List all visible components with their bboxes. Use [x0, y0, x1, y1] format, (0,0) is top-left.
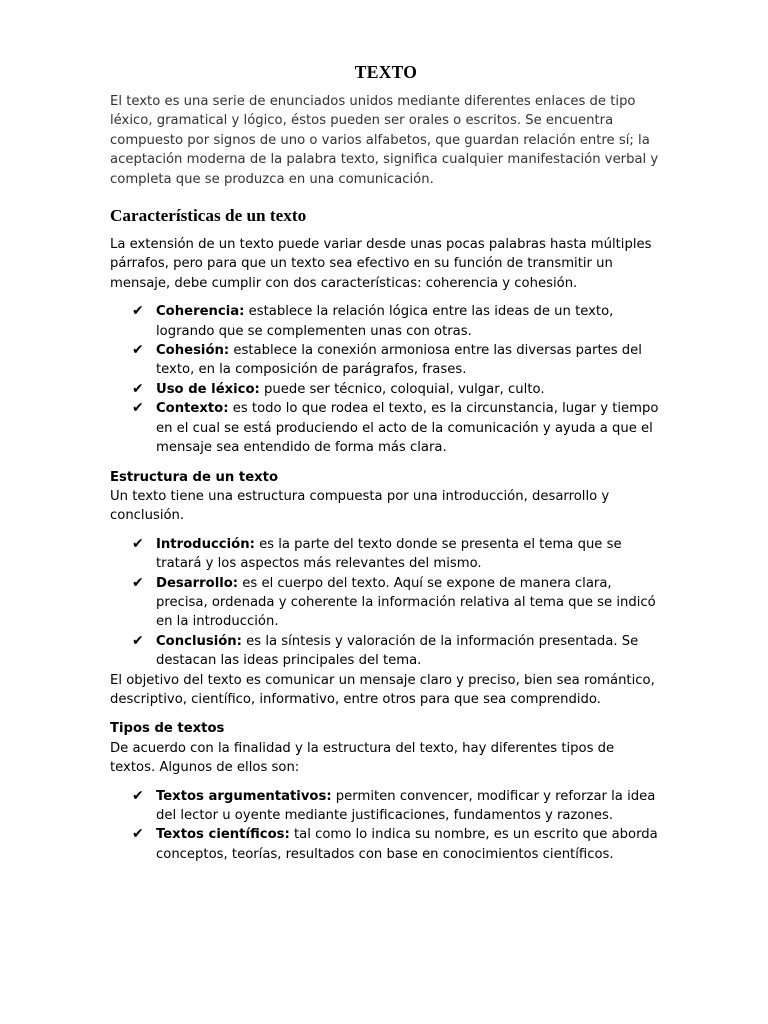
- list-item: [110, 399, 662, 457]
- document-title: TEXTO: [354, 62, 418, 82]
- list-item-term: Coherencia:: [156, 304, 245, 320]
- list-item-text: establece la relación lógica entre las ideas de un texto, logrando que se complementen unas con otras.: [156, 304, 614, 339]
- tipos-list: [110, 787, 662, 865]
- list-item-term: Cohesión:: [156, 343, 230, 359]
- list-item-term: Introducción:: [156, 536, 255, 552]
- list-item-text: es la parte del texto donde se presenta el tema que se tratará y los aspectos más relevantes del mismo.: [156, 536, 622, 572]
- checkmark-icon: ✔: [132, 303, 144, 320]
- list-item: [110, 380, 662, 399]
- checkmark-icon: ✔: [132, 342, 144, 359]
- list-item-text: es todo lo que rodea el texto, es la circunstancia, lugar y tiempo en el cual se está produciendo el acto de la comunicación y ayuda a que el mensaje sea entendido de forma más clara.: [156, 401, 659, 456]
- list-item: [110, 825, 662, 864]
- checkmark-icon: ✔: [132, 826, 144, 843]
- list-item: [110, 574, 662, 632]
- estructura-list: [110, 535, 662, 671]
- checkmark-icon: ✔: [132, 380, 144, 397]
- list-item-term: Conclusión:: [156, 633, 242, 649]
- checkmark-icon: ✔: [132, 787, 144, 804]
- list-item-term: Textos argumentativos:: [156, 788, 332, 804]
- list-item-text: permiten convencer, modificar y reforzar la idea del lector u oyente mediante justificaciones, fundamentos y razones.: [156, 788, 656, 823]
- caracteristicas-paragraph: La extensión de un texto puede variar desde unas pocas palabras hasta múltiples párrafos, pero para que un texto sea efectivo en su función de transmitir un mensaje, debe cumplir con dos características: coherencia y cohesión.: [110, 237, 652, 291]
- list-item-term: Uso de léxico:: [156, 381, 260, 397]
- list-item-text: tal como lo indica su nombre, es un escrito que aborda conceptos, teorías, resultados con base en conocimientos científicos.: [156, 827, 658, 862]
- tipos-paragraph: De acuerdo con la finalidad y la estructura del texto, hay diferentes tipos de textos. Algunos de ellos son:: [110, 740, 615, 776]
- list-item-text: es el cuerpo del texto. Aquí se expone de manera clara, precisa, ordenada y coherente la información relativa al tema que se indicó en la introducción.: [156, 575, 656, 630]
- list-item: [110, 302, 662, 341]
- section-heading-caracteristicas: Características de un texto: [110, 206, 307, 226]
- list-item-term: Textos científicos:: [156, 827, 290, 843]
- list-item: [110, 787, 662, 826]
- estructura-paragraph: Un texto tiene una estructura compuesta por una introducción, desarrollo y conclusión.: [110, 488, 610, 524]
- list-item: [110, 632, 662, 671]
- list-item: [110, 341, 662, 380]
- list-item-text: establece la conexión armoniosa entre las diversas partes del texto, en la composición de parágrafos, frases.: [156, 343, 642, 378]
- section-heading-estructura: Estructura de un texto: [110, 469, 279, 485]
- caracteristicas-list: [110, 302, 662, 457]
- document-page: [110, 62, 662, 864]
- list-item-text: es la síntesis y valoración de la información presentada. Se destacan las ideas principales del tema.: [156, 633, 639, 669]
- section-heading-tipos: Tipos de textos: [110, 721, 225, 737]
- list-item-text: puede ser técnico, coloquial, vulgar, culto.: [259, 381, 545, 397]
- checkmark-icon: ✔: [132, 535, 144, 552]
- checkmark-icon: ✔: [132, 632, 144, 649]
- checkmark-icon: ✔: [132, 574, 144, 591]
- list-item-term: Desarrollo:: [156, 575, 239, 591]
- list-item-term: Contexto:: [156, 401, 229, 417]
- list-item: [110, 535, 662, 574]
- objetivo-paragraph: El objetivo del texto es comunicar un mensaje claro y preciso, bien sea romántico, descriptivo, científico, informativo, entre otros para que sea comprendido.: [110, 672, 655, 707]
- intro-paragraph: El texto es una serie de enunciados unidos mediante diferentes enlaces de tipo léxico, gramatical y lógico, éstos pueden ser orales o escritos. Se encuentra compuesto por signos de uno o varios alfabetos, que guardan relación entre sí; la aceptación moderna de la palabra texto, significa cualquier manifestación verbal y completa que se produzca en una comunicación.: [110, 94, 659, 187]
- checkmark-icon: ✔: [132, 400, 144, 417]
